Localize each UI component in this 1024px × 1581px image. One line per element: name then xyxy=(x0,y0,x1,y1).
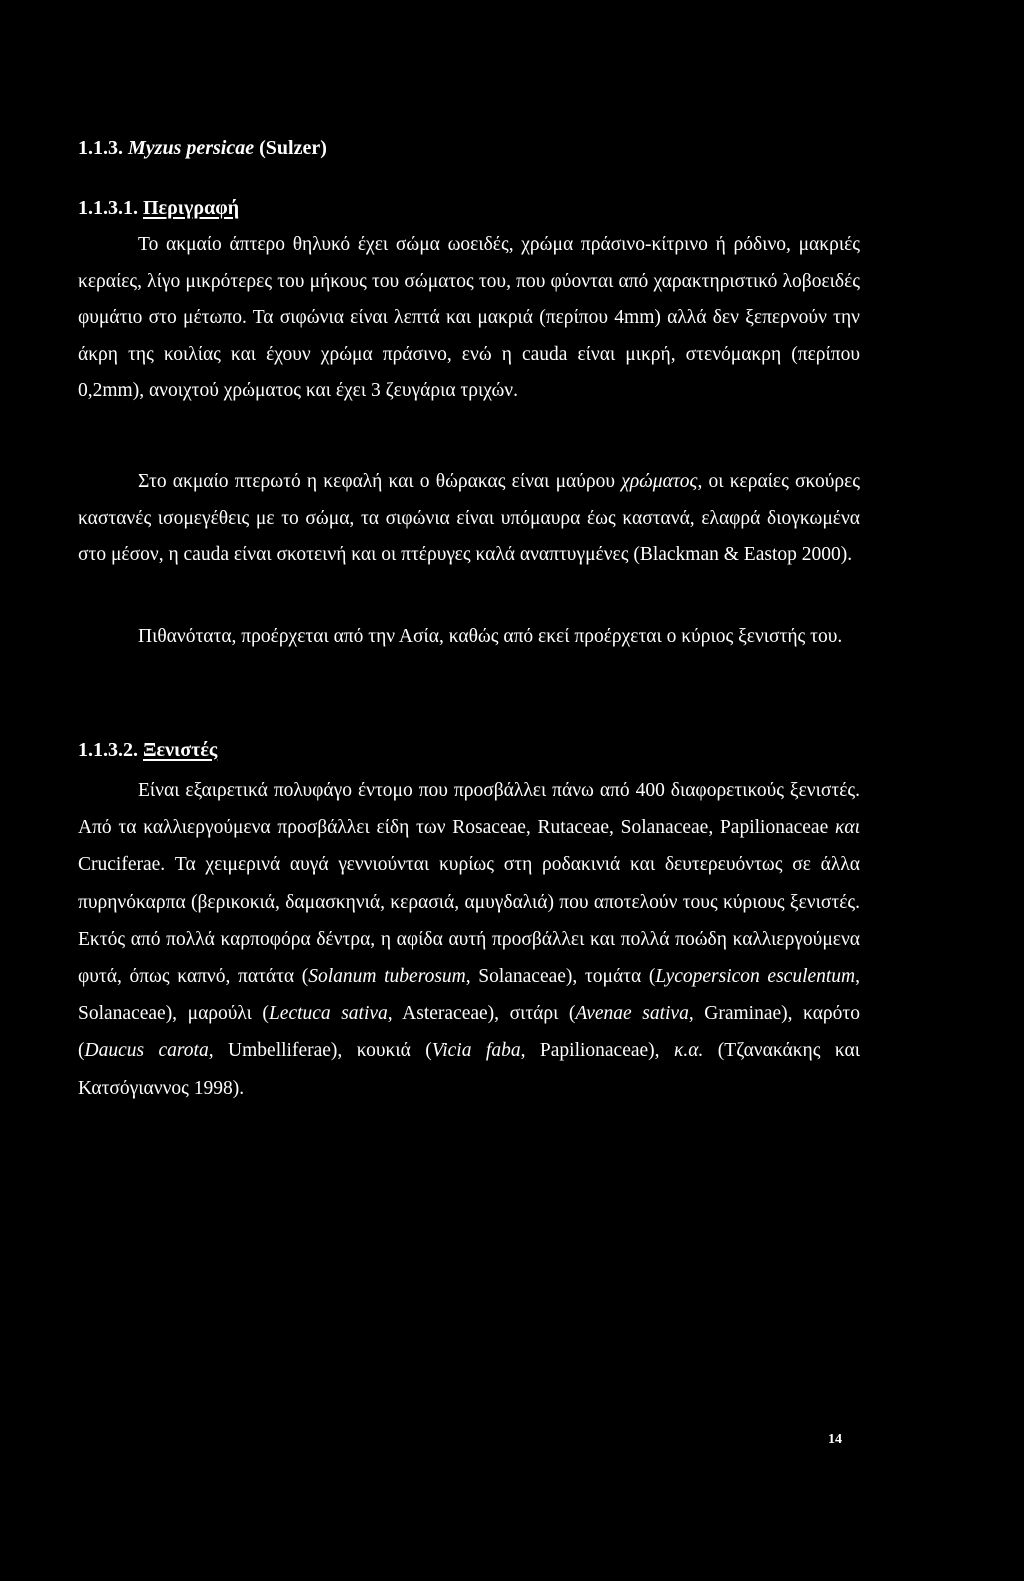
page-number: 14 xyxy=(828,1432,842,1447)
section-heading xyxy=(78,136,327,160)
italic-run: χρώματος xyxy=(621,471,698,492)
text-run: , Solanaceae), μαρούλι ( xyxy=(78,966,861,1025)
paragraph-hosts xyxy=(78,772,860,1107)
italic-run: κ.α. xyxy=(674,1040,704,1062)
text-run: Στο ακμαίο πτερωτό η κεφαλή και ο θώρακας είναι μαύρου xyxy=(138,471,622,492)
subsection-heading-hosts xyxy=(78,738,217,762)
text-run: Cruciferae. Τα χειμερινά αυγά γεννιούνται κυρίως στη ροδακινιά και δευτερευόντως σε άλλα πυρηνόκαρπα (βερικοκιά, δαμασκηνιά, κερασιά, αμυγδαλιά) που αποτελούν τους κύριους ξενιστές. Εκτός από πολλά καρποφόρα δέντρα, η αφίδα αυτή προσβάλλει και πολλά ποώδη καλλιεργούμενα φυτά, όπως καπνό, πατάτα ( xyxy=(78,854,860,988)
italic-run: και xyxy=(834,817,860,839)
subsection-title: Ξενιστές xyxy=(143,739,218,761)
subsection-number: 1.1.3.1. xyxy=(78,197,138,219)
text-run: , Papilionaceae), xyxy=(520,1040,674,1062)
text-run: , Umbelliferae), κουκιά ( xyxy=(208,1040,432,1062)
species-name: Solanum tuberosum xyxy=(308,966,466,988)
text-run: , Asteraceae), σιτάρι ( xyxy=(387,1003,576,1025)
section-number: 1.1.3. xyxy=(78,137,123,159)
paragraph-alate xyxy=(78,464,860,574)
species-name: Avenae sativa xyxy=(575,1003,689,1025)
text-run: , Graminae), καρότο ( xyxy=(78,1003,860,1062)
species-name: Daucus carota xyxy=(84,1040,209,1062)
text-run: Είναι εξαιρετικά πολυφάγο έντομο που προσβάλλει πάνω από 400 διαφορετικούς ξενιστές. Από τα καλλιεργούμενα προσβάλλει είδη των Rosaceae, Rutaceae, Solanaceae, Papilionaceae xyxy=(78,780,860,839)
subsection-heading-description xyxy=(78,196,239,220)
species-name: Lectuca sativa xyxy=(268,1003,388,1025)
paragraph-apterous: Το ακμαίο άπτερο θηλυκό έχει σώμα ωοειδές, χρώμα πράσινο-κίτρινο ή ρόδινο, μακριές κεραίες, λίγο μικρότερες του μήκους του σώματος του, που φύονται από χαρακτηριστικό λοβοειδές φυμάτιο στο μέτωπο. Τα σιφώνια είναι λεπτά και μακριά (περίπου 4mm) αλλά δεν ξεπερνούν την άκρη της κοιλίας και έχουν χρώμα πράσινο, ενώ η cauda είναι μικρή, στενόμακρη (περίπου 0,2mm), ανοιχτού χρώματος και έχει 3 ζευγάρια τριχών. xyxy=(78,234,860,402)
paragraph-origin: Πιθανότατα, προέρχεται από την Ασία, καθώς από εκεί προέρχεται ο κύριος ξενιστής του. xyxy=(138,626,843,647)
text-run: , οι κεραίες σκούρες καστανές ισομεγέθεις με το σώμα, τα σιφώνια είναι υπόμαυρα έως καστανά, ελαφρά διογκωμένα στο μέσον, η cauda είναι σκοτεινή και οι πτέρυγες καλά αναπτυγμένες (Blackman & Eastop 2000). xyxy=(78,471,860,566)
text-run: , Solanaceae), τομάτα ( xyxy=(465,966,656,988)
section-species: Myzus persicae xyxy=(128,137,255,159)
subsection-title: Περιγραφή xyxy=(143,197,240,219)
text-run: (Τζανακάκης και Κατσόγιαννος 1998). xyxy=(78,1040,861,1099)
species-name: Lycopersicon esculentum xyxy=(655,966,856,988)
subsection-number: 1.1.3.2. xyxy=(78,739,138,761)
species-name: Vicia faba xyxy=(431,1040,521,1062)
section-author: (Sulzer) xyxy=(259,137,327,159)
